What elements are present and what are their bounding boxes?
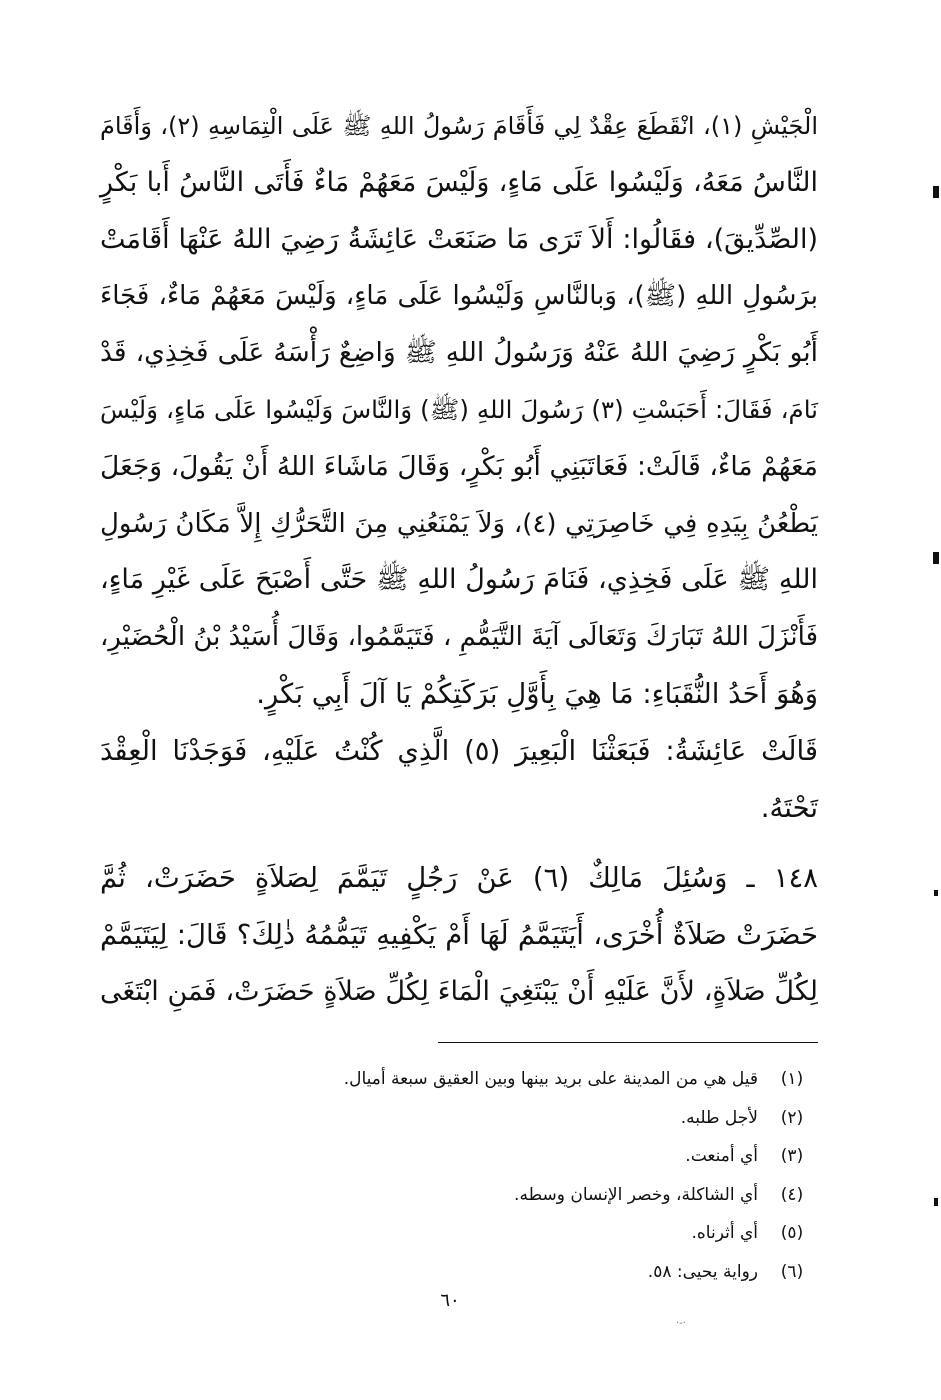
scan-mark [934,1198,938,1206]
footnote-text: أي الشاكلة، وخصر الإنسان وسطه. [514,1184,758,1205]
text-line: يَطْعُنُ بِيَدِهِ فِي خَاصِرَتِي (٤)، وَلاَ يَمْنَعُنِي مِنَ التَّحَرُّكِ إِلاَّ مَكَانُ رَسُولِ [100,508,818,539]
footnote-number: (٣) [780,1146,804,1167]
text-line: حَضَرَتْ صَلاَةٌ أُخْرَى، أَيَتَيَمَّمُ لَهَا أَمْ يَكْفِيهِ تَيَمُّمُهُ ذٰلِكَ؟ قَالَ: لِيَتَيَمَّمْ [100,919,818,952]
text-line: فَأَنْزَلَ اللهُ تَبَارَكَ وَتَعَالَى آيَةَ التَّيَمُّمِ ، فَتَيَمَّمُوا، وَقَالَ أُسَيْدُ بْنُ الْحُضَيْرِ، [100,622,818,653]
footnote-text: أي أثرناه. [691,1223,758,1244]
footnote-item [100,1137,818,1176]
page-number: ٦٠ [440,1290,460,1311]
text-line: أَبُو بَكْرٍ رَضِيَ اللهُ عَنْهُ وَرَسُولُ اللهِ ﷺ وَاضِعٌ رَأْسَهُ عَلَى فَخِذِي، قَدْ [100,337,818,369]
footnote-text: قيل هي من المدينة على بريد بينها وبين العقيق سبعة أميال. [343,1069,758,1089]
text-line: النَّاسُ مَعَهُ، وَلَيْسُوا عَلَى مَاءٍ، وَلَيْسَ مَعَهُمْ مَاءٌ فَأَتَى النَّاسُ أَبا بَكْرٍ [100,166,818,198]
text-line: تَحْتَهُ. [760,791,818,824]
footnote-number: (٢) [780,1107,804,1128]
scan-mark [933,552,939,564]
footnote-number: (٥) [780,1223,804,1244]
text-line: وَهُوَ أَحَدُ النُّقَبَاءِ: مَا هِيَ بِأَوَّلِ بَرَكَتِكُمْ يَا آلَ أَبِي بَكْرٍ. [256,677,818,710]
footnote-text: أي أمنعت. [685,1146,758,1167]
text-line: (الصِّدِّيقَ)، فقَالُوا: أَلاَ تَرَى مَا صَنَعَتْ عَائِشَةُ رَضِيَ اللهُ عَنْهَا أَقَامَتْ [100,223,818,255]
footnote-item [100,1253,818,1292]
paragraph-gap [100,836,818,850]
main-text [100,98,818,1021]
footnote-text: رواية يحيى: ٥٨. [647,1261,758,1282]
footnotes [100,1060,818,1292]
footnote-divider [438,1042,818,1043]
text-line: الْجَيْشِ (١)، انْقَطَعَ عِقْدٌ لِي فَأَقَامَ رَسُولُ اللهِ ﷺ عَلَى الْتِمَاسِهِ (٢)، وَأَقَامَ [100,112,818,140]
text-line: اللهِ ﷺ عَلَى فَخِذِي، فَنَامَ رَسُولُ اللهِ ﷺ حَتَّى أَصْبَحَ عَلَى غَيْرِ مَاءٍ، [100,564,818,596]
text-line: برَسُولِ اللهِ (ﷺ)، وَبالنَّاسِ وَلَيْسُوا عَلَى مَاءٍ، وَلَيْسَ مَعَهُمْ مَاءٌ، فَجَاءَ [100,281,818,312]
text-line: نَامَ، فَقَالَ: أَحَبَسْتِ (٣) رَسُولَ اللهِ (ﷺ) وَالنَّاسَ وَلَيْسُوا عَلَى مَاءٍ، وَلَيْسَ [100,394,818,424]
text-line: قَالَتْ عَائِشَةُ: فَبَعَثْنَا الْبَعِيرَ (٥) الَّذِي كُنْتُ عَلَيْهِ، فَوَجَدْنَا الْعِقْدَ [100,734,818,767]
footnote-item [100,1214,818,1253]
scan-speck: ·-· [676,1318,686,1329]
footnote-number: (١) [780,1069,804,1089]
text-line: مَعَهُمْ مَاءٌ، قَالَتْ: فَعَاتَبَنِي أَبُو بَكْرٍ، وَقَالَ مَاشَاءَ اللهُ أَنْ يَقُولَ، وَجَعَلَ [100,450,818,482]
footnote-number: (٤) [780,1184,804,1205]
footnote-number: (٦) [780,1261,804,1282]
footnote-item [100,1176,818,1215]
footnote-item [100,1099,818,1138]
scan-mark [934,890,938,896]
text-line: ١٤٨ ـ وَسُئِلَ مَالِكٌ (٦) عَنْ رَجُلٍ تَيَمَّمَ لِصَلاَةٍ حَضَرَتْ، ثُمَّ [100,862,818,895]
text-line: لِكُلِّ صَلاَةٍ، لأَنَّ عَلَيْهِ أَنْ يَبْتَغِيَ الْمَاءَ لِكُلِّ صَلاَةٍ حَضَرَتْ، فَمَنِ ابْتَغَى [100,975,818,1007]
scan-mark [933,186,939,198]
footnote-text: لأجل طلبه. [680,1107,758,1128]
footnote-item [100,1060,818,1099]
